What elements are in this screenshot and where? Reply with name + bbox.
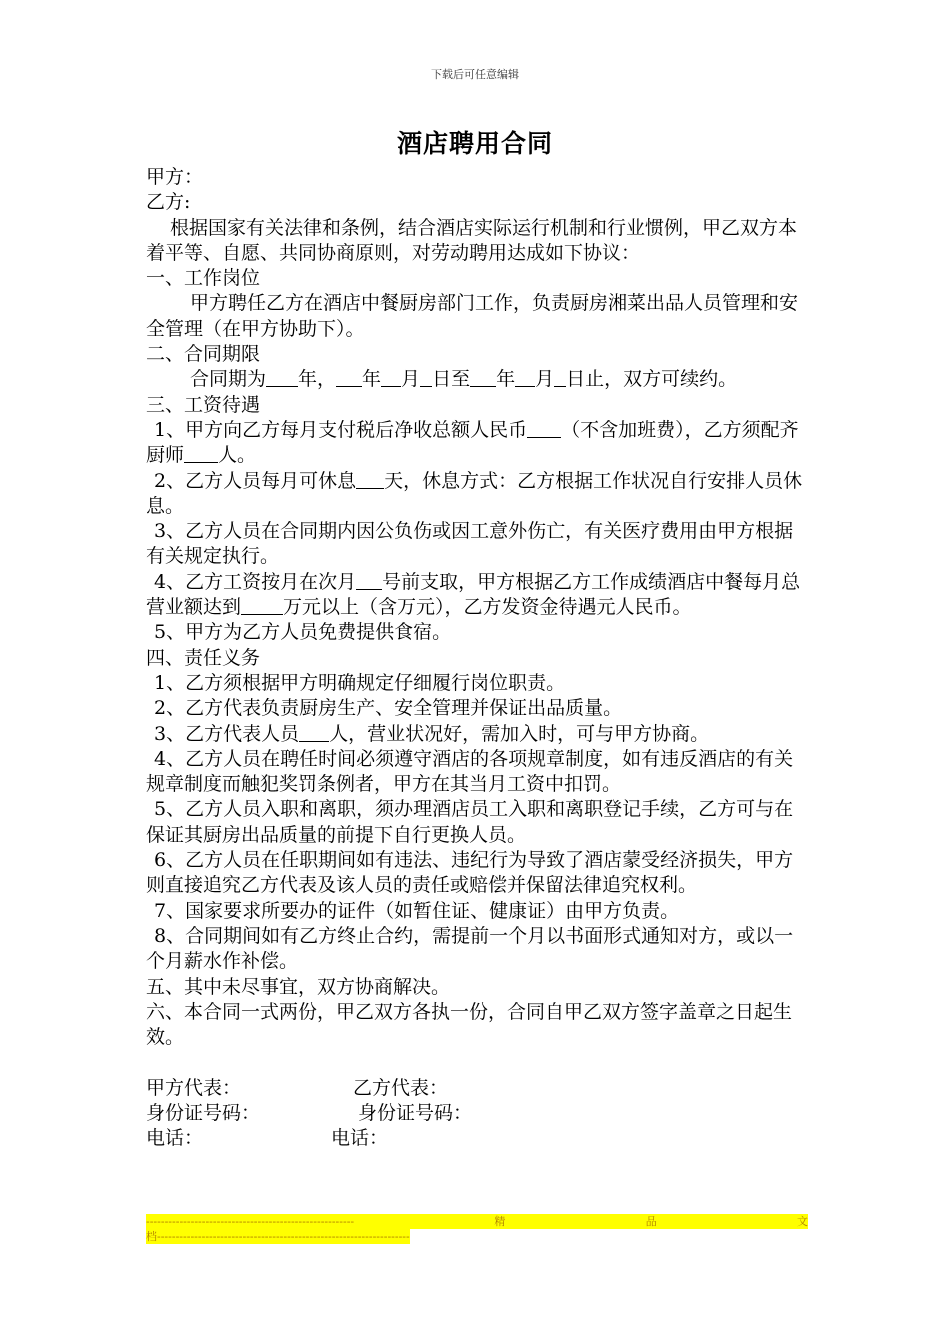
party-a-tel-label: 电话： (146, 1127, 204, 1150)
section-3-item-2: 2、乙方人员每月可休息 天，休息方式：乙方根据工作状况自行安排人员休息。 (146, 469, 803, 517)
header-note: 下载后可任意编辑 (431, 68, 519, 81)
section-1-heading: 一、工作岗位 (146, 267, 261, 290)
section-4-item-5: 5、乙方人员入职和离职，须办理酒店员工入职和离职登记手续，乙方可与在保证其厨房出品质量的前提下自行更换人员。 (146, 798, 794, 846)
footer-dashes-left: -------------------------------------------------------- (146, 1215, 355, 1228)
section-4-item-3: 3、乙方代表人员 人，营业状况好，需加入时，可与甲方协商。 (154, 722, 710, 745)
section-5: 五、其中未尽事宜，双方协商解决。 (146, 975, 451, 998)
section-4-item-7: 7、国家要求所要办的证件（如暂住证、健康证）由甲方负责。 (154, 899, 680, 922)
footer-dashes-right: -------------------------------------------------------------------- (157, 1230, 410, 1243)
party-a-id-label: 身份证号码： (146, 1101, 261, 1124)
watermark-footer (146, 1214, 808, 1244)
section-3-heading: 三、工资待遇 (146, 393, 261, 416)
section-1-text: 甲方聘任乙方在酒店中餐厨房部门工作，负责厨房湘菜出品人员管理和安全管理（在甲方协助下）。 (146, 292, 799, 340)
party-a-rep-label: 甲方代表： (146, 1076, 242, 1099)
section-4-item-1: 1、乙方须根据甲方明确规定仔细履行岗位职责。 (154, 671, 566, 694)
signature-rep-line (146, 1076, 808, 1101)
section-3-item-4: 4、乙方工资按月在次月 号前支取，甲方根据乙方工作成绩酒店中餐每月总营业额达到 万元以上（含万元），乙方发资金待遇元人民币。 (146, 570, 801, 619)
section-3-item-5: 5、甲方为乙方人员免费提供食宿。 (154, 621, 452, 644)
party-b-rep-label: 乙方代表： (353, 1076, 449, 1099)
footer-char-1: 精 (494, 1215, 506, 1228)
section-2-text: 合同期为 年， 年 月 日至 年 月 日止，双方可续约。 (190, 368, 738, 391)
party-b-tel-label: 电话： (331, 1127, 389, 1150)
section-4-item-8: 8、合同期间如有乙方终止合约，需提前一个月以书面形式通知对方，或以一个月薪水作补偿。 (146, 924, 794, 973)
intro-paragraph: 根据国家有关法律和条例，结合酒店实际运行机制和行业惯例，甲乙双方本着平等、自愿、共同协商原则，对劳动聘用达成如下协议： (146, 216, 798, 264)
section-4-item-6: 6、乙方人员在任职期间如有违法、违纪行为导致了酒店蒙受经济损失，甲方则直接追究乙方代表及该人员的责任或赔偿并保留法律追究权利。 (146, 849, 794, 897)
section-6: 六、本合同一式两份，甲乙双方各执一份，合同自甲乙双方签字盖章之日起生效。 (146, 1000, 793, 1049)
section-3-item-1: 1、甲方向乙方每月支付税后净收总额人民币 （不含加班费），乙方须配齐厨师 人。 (146, 418, 799, 467)
party-b-id-label: 身份证号码： (358, 1101, 473, 1124)
footer-char-2: 品 (645, 1215, 657, 1228)
footer-char-4: 档 (146, 1230, 157, 1243)
footer-char-3: 文 (796, 1215, 808, 1228)
section-4-item-2: 2、乙方代表负责厨房生产、安全管理并保证出品质量。 (154, 697, 623, 720)
contract-body (146, 165, 808, 1152)
section-3-item-3: 3、乙方人员在合同期内因公负伤或因工意外伤亡，有关医疗费用由甲方根据有关规定执行。 (146, 520, 794, 568)
section-2-heading: 二、合同期限 (146, 343, 261, 366)
section-4-item-4: 4、乙方人员在聘任时间必须遵守酒店的各项规章制度，如有违反酒店的有关规章制度而触犯奖罚条例者，甲方在其当月工资中扣罚。 (146, 747, 794, 796)
party-b-line: 乙方: (146, 191, 191, 214)
signature-tel-line (146, 1126, 808, 1151)
party-a-line: 甲方： (146, 166, 204, 188)
document-title: 酒店聘用合同 (396, 129, 553, 158)
signature-id-line (146, 1101, 808, 1126)
section-4-heading: 四、责任义务 (146, 646, 261, 669)
